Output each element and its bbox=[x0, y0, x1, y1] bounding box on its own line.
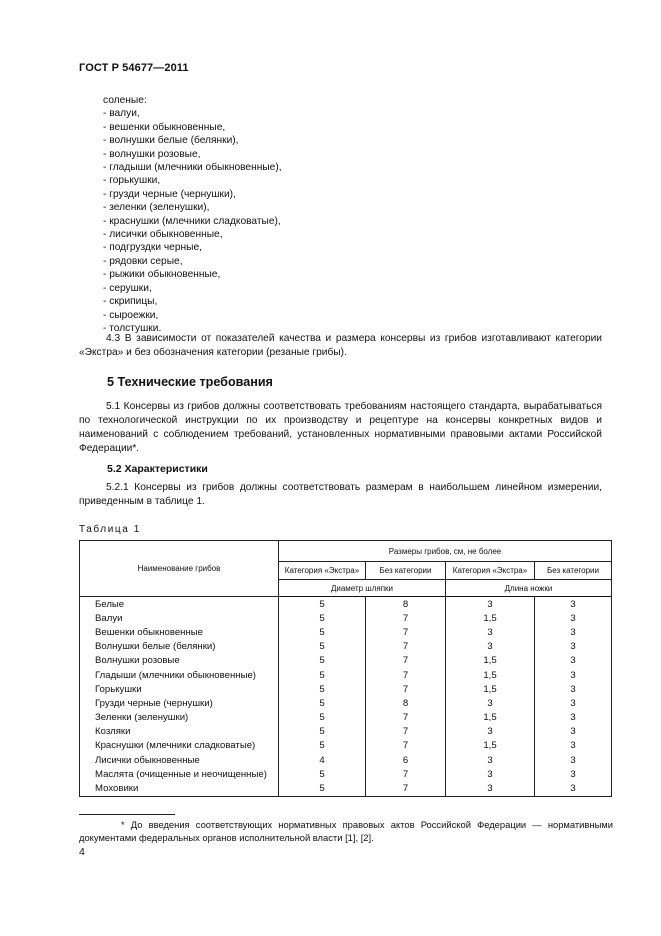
paragraph-text: 5.2.1 Консервы из грибов должны соответствовать размерам в наибольшем линейном измерении, приведенным в таблице 1. bbox=[79, 482, 602, 507]
cell-size-value: 7 bbox=[366, 682, 446, 696]
cell-size-value: 3 bbox=[535, 640, 612, 654]
mushroom-size-table bbox=[79, 540, 612, 797]
cell-size-value: 7 bbox=[366, 625, 446, 639]
cell-mushroom-name: Моховики bbox=[80, 781, 279, 796]
column-header-extra: Категория «Экстра» bbox=[446, 562, 535, 580]
cell-mushroom-name: Зеленки (зеленушки) bbox=[80, 711, 279, 725]
column-header-extra: Категория «Экстра» bbox=[279, 562, 366, 580]
footnote bbox=[79, 818, 613, 845]
cell-size-value: 5 bbox=[279, 725, 366, 739]
cell-size-value: 3 bbox=[535, 668, 612, 682]
cell-mushroom-name: Краснушки (млечники сладковатые) bbox=[80, 739, 279, 753]
table-caption: Таблица 1 bbox=[79, 524, 141, 535]
cell-size-value: 7 bbox=[366, 640, 446, 654]
section-5-2-title: 5.2 Характеристики bbox=[107, 463, 208, 475]
paragraph-text: 5.1 Консервы из грибов должны соответствовать требованиям настоящего стандарта, вырабатываться по технологической инструкции по их производству и рецептуре на консервы конкретных видов и наименований с соблюдением требований, установленных нормативными правовыми актами Российской Федерации*. bbox=[79, 401, 602, 454]
list-item: - вешенки обыкновенные, bbox=[103, 121, 226, 133]
cell-size-value: 1,5 bbox=[446, 611, 535, 625]
cell-mushroom-name: Лисички обыкновенные bbox=[80, 753, 279, 767]
cell-size-value: 3 bbox=[535, 753, 612, 767]
cell-size-value: 5 bbox=[279, 696, 366, 710]
cell-size-value: 5 bbox=[279, 654, 366, 668]
cell-size-value: 1,5 bbox=[446, 682, 535, 696]
cell-size-value: 3 bbox=[446, 625, 535, 639]
cell-size-value: 1,5 bbox=[446, 711, 535, 725]
cell-mushroom-name: Валуи bbox=[80, 611, 279, 625]
cell-size-value: 3 bbox=[535, 781, 612, 796]
cell-size-value: 1,5 bbox=[446, 739, 535, 753]
list-item: - горькушки, bbox=[103, 175, 161, 187]
cell-mushroom-name: Козляки bbox=[80, 725, 279, 739]
list-item: - лисички обыкновенные, bbox=[103, 229, 223, 241]
list-item: - рыжики обыкновенные, bbox=[103, 269, 221, 281]
list-item: - краснушки (млечники сладковатые), bbox=[103, 215, 281, 227]
column-header-no-category: Без категории bbox=[535, 562, 612, 580]
cell-size-value: 5 bbox=[279, 739, 366, 753]
table-row bbox=[80, 654, 612, 668]
list-item: - толстушки. bbox=[103, 322, 162, 334]
table-row bbox=[80, 597, 612, 612]
list-item: - гладыши (млечники обыкновенные), bbox=[103, 162, 282, 174]
cell-size-value: 7 bbox=[366, 654, 446, 668]
cell-size-value: 6 bbox=[366, 753, 446, 767]
paragraph-text: 4.3 В зависимости от показателей качества и размера консервы из грибов изготавливают категории «Экстра» и без обозначения категории (резаные грибы). bbox=[79, 333, 602, 358]
cell-size-value: 3 bbox=[446, 753, 535, 767]
column-header-name: Наименование грибов bbox=[80, 541, 279, 597]
cell-size-value: 3 bbox=[446, 725, 535, 739]
cell-size-value: 7 bbox=[366, 781, 446, 796]
list-item: - сыроежки, bbox=[103, 309, 159, 321]
cell-size-value: 3 bbox=[535, 597, 612, 612]
cell-size-value: 7 bbox=[366, 725, 446, 739]
table-row bbox=[80, 767, 612, 781]
cell-size-value: 3 bbox=[446, 696, 535, 710]
cell-mushroom-name: Волнушки розовые bbox=[80, 654, 279, 668]
cell-size-value: 5 bbox=[279, 611, 366, 625]
table-row bbox=[80, 725, 612, 739]
cell-size-value: 3 bbox=[535, 725, 612, 739]
mushroom-list bbox=[103, 94, 282, 335]
cell-size-value: 3 bbox=[535, 654, 612, 668]
cell-size-value: 7 bbox=[366, 611, 446, 625]
cell-size-value: 8 bbox=[366, 597, 446, 612]
cell-size-value: 5 bbox=[279, 625, 366, 639]
cell-mushroom-name: Горькушки bbox=[80, 682, 279, 696]
cell-size-value: 5 bbox=[279, 597, 366, 612]
cell-size-value: 7 bbox=[366, 739, 446, 753]
cell-mushroom-name: Маслята (очищенные и неочищенные) bbox=[80, 767, 279, 781]
table-row bbox=[80, 696, 612, 710]
cell-size-value: 5 bbox=[279, 682, 366, 696]
cell-size-value: 7 bbox=[366, 767, 446, 781]
cell-size-value: 8 bbox=[366, 696, 446, 710]
cell-size-value: 5 bbox=[279, 668, 366, 682]
footnote-text: * До введения соответствующих нормативных правовых актов Российской Федерации — нормативными документами федеральных органов исполнительной власти [1], [2]. bbox=[79, 819, 613, 844]
section-5-title: 5 Технические требования bbox=[107, 375, 273, 389]
list-item: - серушки, bbox=[103, 282, 152, 294]
cell-size-value: 3 bbox=[535, 767, 612, 781]
cell-size-value: 5 bbox=[279, 711, 366, 725]
table-row bbox=[80, 625, 612, 639]
list-item: - валуи, bbox=[103, 108, 140, 120]
cell-size-value: 5 bbox=[279, 767, 366, 781]
cell-size-value: 3 bbox=[535, 625, 612, 639]
cell-size-value: 7 bbox=[366, 711, 446, 725]
table-row bbox=[80, 668, 612, 682]
table-row bbox=[80, 739, 612, 753]
column-group-stem-length: Длина ножки bbox=[446, 580, 612, 597]
list-item: - скрипицы, bbox=[103, 296, 158, 308]
document-code-header: ГОСТ Р 54677—2011 bbox=[79, 62, 189, 74]
table-row bbox=[80, 781, 612, 796]
column-header-no-category: Без категории bbox=[366, 562, 446, 580]
paragraph-4-3 bbox=[79, 332, 602, 360]
table-row bbox=[80, 682, 612, 696]
paragraph-5-2-1 bbox=[79, 481, 602, 509]
cell-mushroom-name: Белые bbox=[80, 597, 279, 612]
list-intro: соленые: bbox=[103, 95, 147, 106]
cell-size-value: 4 bbox=[279, 753, 366, 767]
cell-size-value: 7 bbox=[366, 668, 446, 682]
cell-mushroom-name: Гладыши (млечники обыкновенные) bbox=[80, 668, 279, 682]
cell-size-value: 3 bbox=[446, 640, 535, 654]
footnote-separator bbox=[79, 814, 175, 815]
list-item: - подгруздки черные, bbox=[103, 242, 202, 254]
cell-size-value: 3 bbox=[446, 781, 535, 796]
list-item: - волнушки розовые, bbox=[103, 148, 201, 160]
list-item: - волнушки белые (белянки), bbox=[103, 135, 239, 147]
table-row bbox=[80, 640, 612, 654]
cell-size-value: 3 bbox=[535, 696, 612, 710]
column-header-sizes: Размеры грибов, см, не более bbox=[279, 541, 612, 562]
cell-mushroom-name: Волнушки белые (белянки) bbox=[80, 640, 279, 654]
cell-size-value: 3 bbox=[535, 711, 612, 725]
cell-size-value: 5 bbox=[279, 781, 366, 796]
table-body bbox=[80, 597, 612, 797]
cell-size-value: 5 bbox=[279, 640, 366, 654]
cell-size-value: 3 bbox=[446, 767, 535, 781]
cell-size-value: 3 bbox=[535, 611, 612, 625]
paragraph-5-1 bbox=[79, 400, 602, 456]
cell-size-value: 3 bbox=[535, 739, 612, 753]
table-row bbox=[80, 611, 612, 625]
page-number: 4 bbox=[79, 846, 85, 858]
list-item: - зеленки (зеленушки), bbox=[103, 202, 210, 214]
list-item: - грузди черные (чернушки), bbox=[103, 188, 236, 200]
cell-size-value: 1,5 bbox=[446, 668, 535, 682]
table-row bbox=[80, 753, 612, 767]
column-group-cap-diameter: Диаметр шляпки bbox=[279, 580, 446, 597]
list-item: - рядовки серые, bbox=[103, 255, 183, 267]
cell-size-value: 3 bbox=[535, 682, 612, 696]
cell-size-value: 3 bbox=[446, 597, 535, 612]
table-row bbox=[80, 711, 612, 725]
cell-mushroom-name: Вешенки обыкновенные bbox=[80, 625, 279, 639]
cell-mushroom-name: Грузди черные (чернушки) bbox=[80, 696, 279, 710]
cell-size-value: 1,5 bbox=[446, 654, 535, 668]
